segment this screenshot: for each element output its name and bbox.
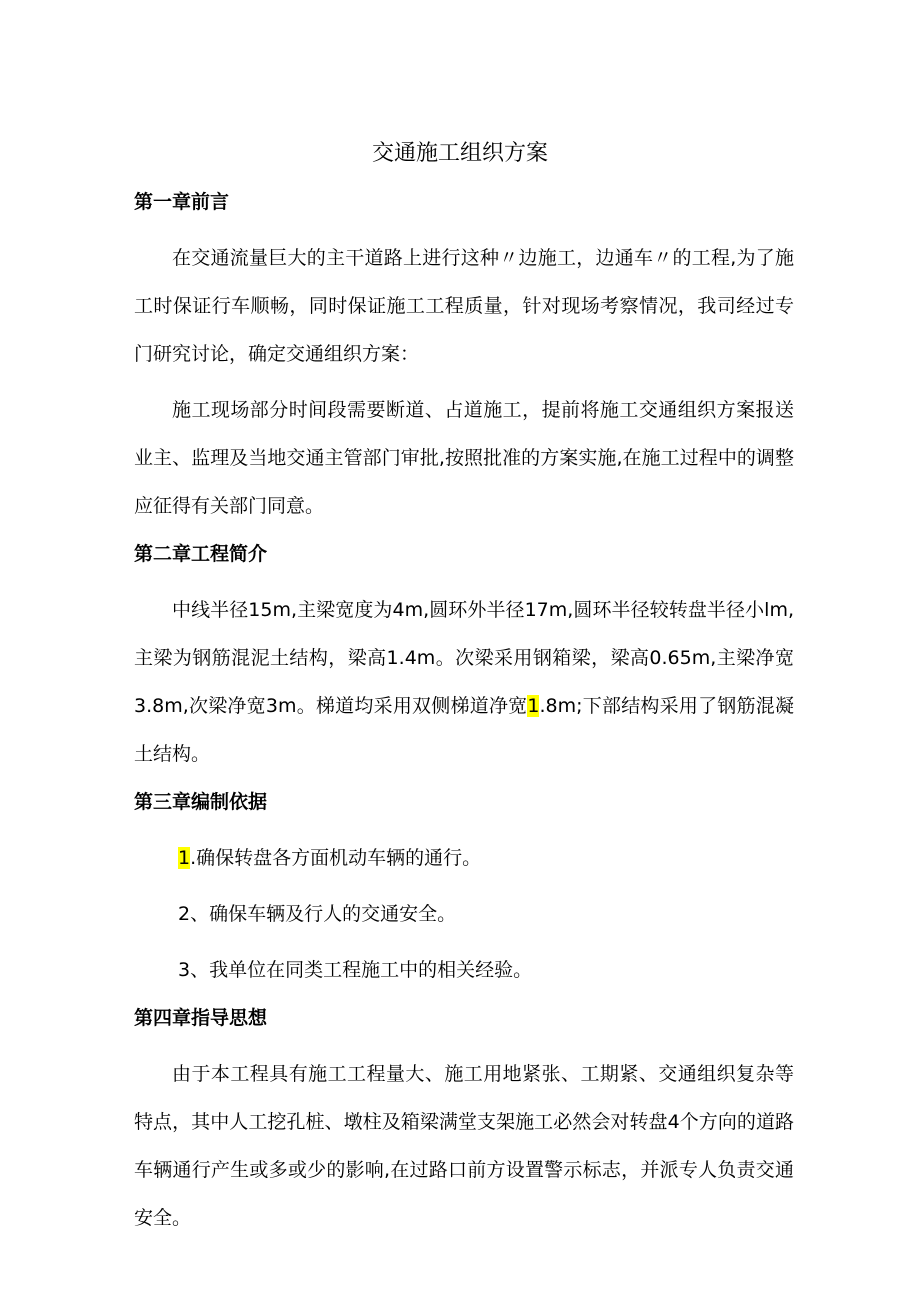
chapter-2-paragraph <box>134 586 794 778</box>
chapter-1-heading: 第一章前言 <box>134 191 230 213</box>
highlighted-digit: 1 <box>527 695 540 717</box>
chapter-2-text-part-b: .8m;下部结构采用了钢筋混凝土结构。 <box>134 695 794 765</box>
chapter-4-heading: 第四章指导思想 <box>134 1007 268 1029</box>
chapter-2-text-part-a: 中线半径15m,主梁宽度为4m,圆环外半径17m,圆环半径较转盘半径小lm,主梁为钢筋混泥土结构，梁高1.4m。次梁采用钢箱梁，梁高0.65m,主梁净宽3.8m,次梁净宽3m。梯道均采用双侧梯道净宽 <box>134 599 794 717</box>
basis-item-2: 2、确保车辆及行人的交通安全。 <box>178 903 457 925</box>
highlighted-number: 1 <box>178 847 191 869</box>
basis-item-1-text: .确保转盘各方面机动车辆的通行。 <box>190 847 482 869</box>
basis-item-1 <box>134 834 794 882</box>
document-body <box>134 186 794 1250</box>
chapter-1-paragraph-2: 施工现场部分时间段需要断道、占道施工，提前将施工交通组织方案报送业主、监理及当地交通主管部门审批,按照批准的方案实施,在施工过程中的调整应征得有关部门同意。 <box>134 399 794 517</box>
document-title: 交通施工组织方案 <box>371 141 548 166</box>
basis-item-3: 3、我单位在同类工程施工中的相关经验。 <box>178 959 533 981</box>
chapter-1-paragraph-1: 在交通流量巨大的主干道路上进行这种〃边施工，边通车〃的工程,为了施工时保证行车顺畅，同时保证施工工程质量，针对现场考察情况，我司经过专门研究讨论，确定交通组织方案： <box>134 247 794 365</box>
chapter-3-heading: 第三章编制依据 <box>134 791 268 813</box>
chapter-2-heading: 第二章工程简介 <box>134 543 268 565</box>
chapter-4-paragraph: 由于本工程具有施工工程量大、施工用地紧张、工期紧、交通组织复杂等特点，其中人工挖孔桩、墩柱及箱梁满堂支架施工必然会对转盘4个方向的道路车辆通行产生或多或少的影响,在过路口前方设置警示标志，并派专人负责交通安全。 <box>134 1063 794 1229</box>
